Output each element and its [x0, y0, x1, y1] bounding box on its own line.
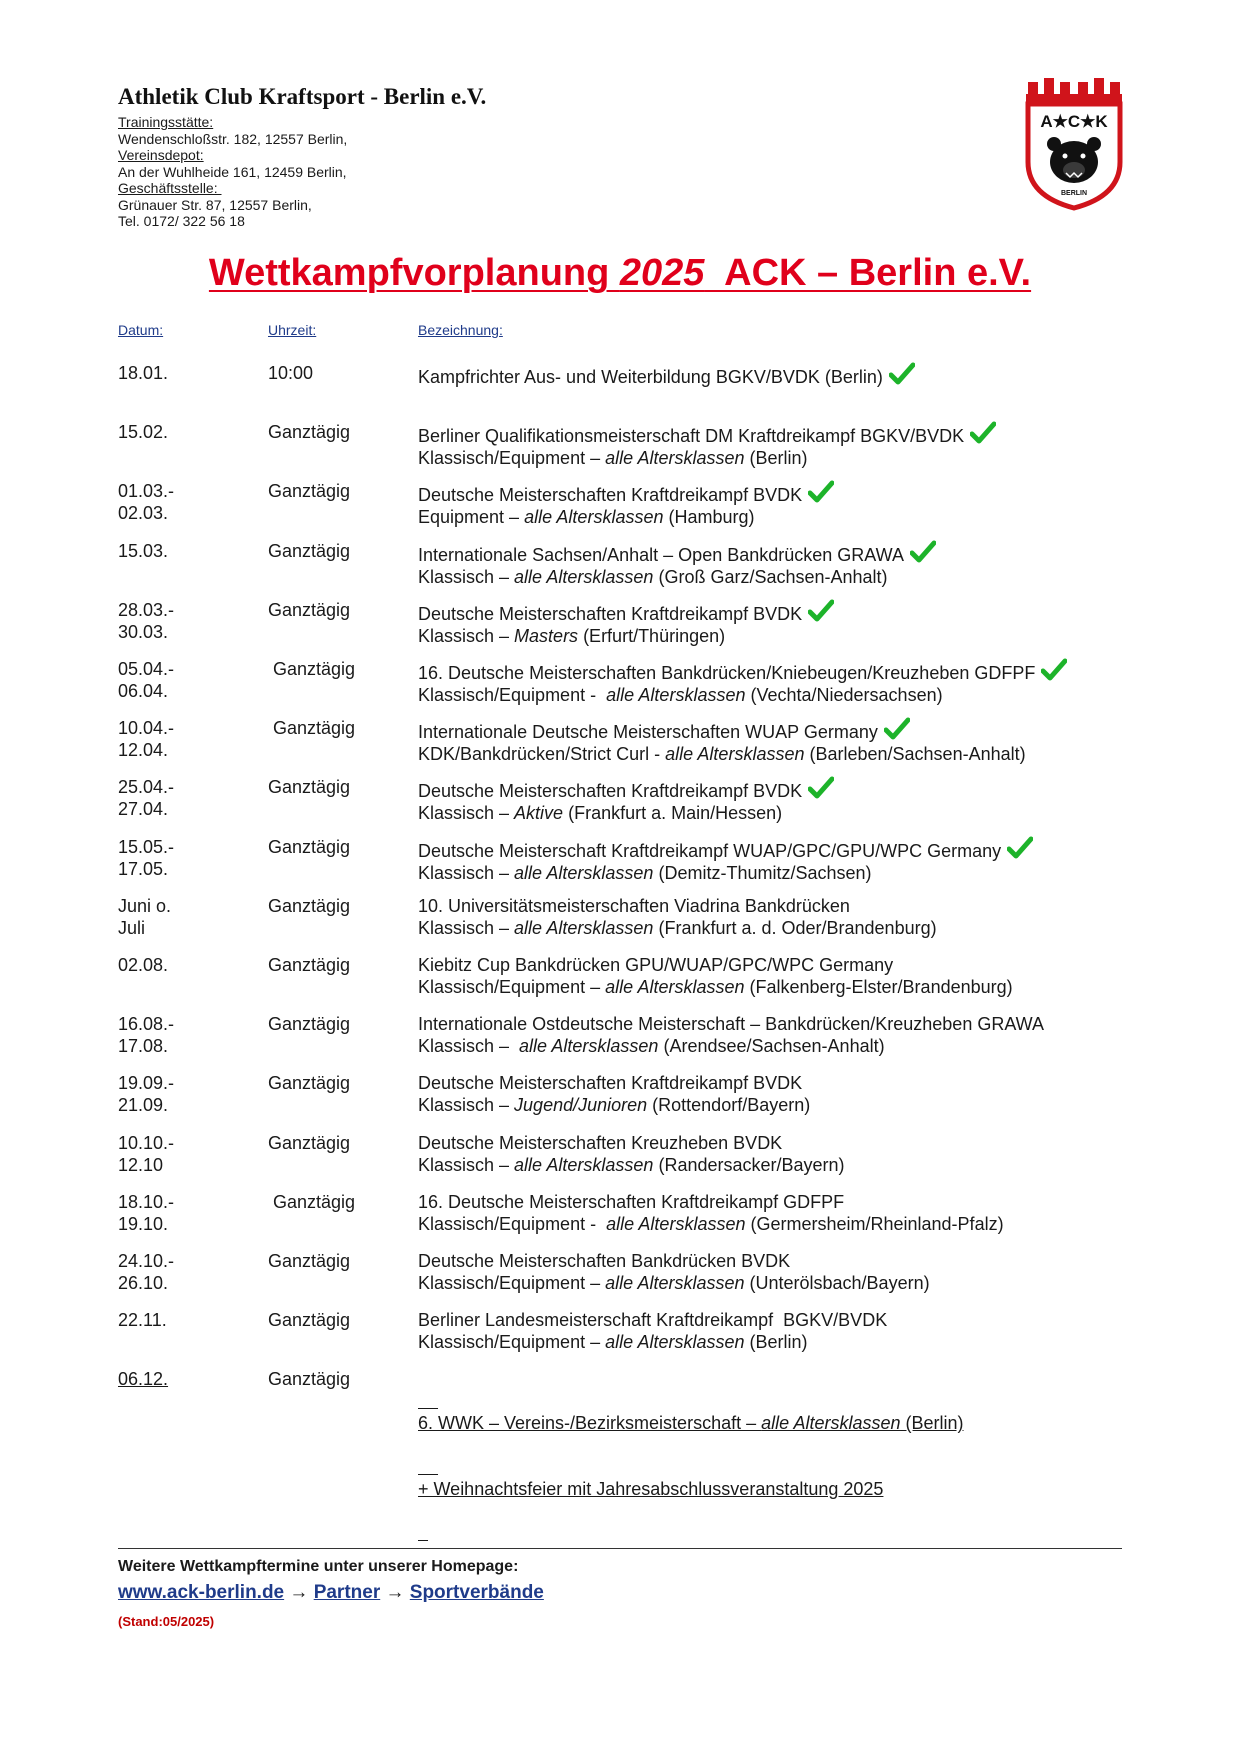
- event-desc-line1: Deutsche Meisterschaften Kreuzheben BVDK: [418, 1132, 783, 1153]
- event-desc-line2a: Klassisch/Equipment –: [418, 977, 606, 997]
- event-time: Ganztägig: [268, 1073, 351, 1094]
- ack-logo: [1022, 78, 1126, 212]
- event-date: [118, 717, 174, 761]
- event-date-start: 02.08.: [118, 955, 169, 975]
- address-line: An der Wuhlheide 161, 12459 Berlin,: [118, 163, 347, 180]
- event-row: [0, 954, 1240, 1000]
- event-row: [0, 1250, 1240, 1296]
- address-line: Grünauer Str. 87, 12557 Berlin,: [118, 196, 312, 213]
- event-desc-line1: 16. Deutsche Meisterschaften Kraftdreikampf GDFPF: [418, 1191, 845, 1212]
- event-time: Ganztägig: [268, 540, 351, 561]
- event-description: [418, 480, 834, 528]
- footer-divider: [118, 1548, 1122, 1549]
- event-desc-line1-italic: alle Altersklassen: [761, 1413, 901, 1434]
- event-date: [118, 599, 174, 643]
- event-desc-line2-italic: alle Altersklassen: [519, 1036, 659, 1057]
- event-desc-line2b: (Randersacker/Bayern): [653, 1154, 845, 1175]
- event-time: Ganztägig: [268, 895, 351, 916]
- event-date: [118, 776, 174, 820]
- event-date-start: 10.10.-: [118, 1132, 175, 1153]
- event-date-end: 12.10: [118, 1154, 164, 1175]
- title-year: 2025: [619, 252, 705, 294]
- event-desc-line2a: Klassisch/Equipment -: [418, 1213, 607, 1234]
- event-desc-line1: Internationale Ostdeutsche Meisterschaft – Bankdrücken/Kreuzheben GRAWA: [418, 1014, 1044, 1035]
- event-desc-line2a: Equipment –: [418, 507, 525, 528]
- event-desc-line2b: (Groß Garz/Sachsen-Anhalt): [653, 566, 888, 587]
- club-header: [118, 84, 678, 230]
- event-date: 06.12.: [118, 1369, 169, 1390]
- event-date: [118, 1250, 174, 1294]
- event-desc-line2a: Klassisch/Equipment –: [418, 1332, 606, 1353]
- event-date-end: 17.05.: [118, 858, 169, 879]
- title-part1: Wettkampfvorplanung: [208, 252, 620, 294]
- event-desc-line2a: Klassisch –: [418, 1154, 515, 1175]
- event-time: Ganztägig: [268, 481, 351, 502]
- event-desc-line2b: (Vechta/Niedersachsen): [745, 685, 943, 705]
- event-description: [418, 895, 937, 939]
- event-description: [418, 1368, 964, 1544]
- event-desc-line2-italic: alle Altersklassen: [665, 744, 805, 765]
- page-title: [0, 252, 1240, 295]
- event-time: Ganztägig: [268, 1191, 356, 1212]
- event-desc-line2a: Klassisch –: [418, 1095, 515, 1116]
- event-row: [0, 1072, 1240, 1118]
- event-time: Ganztägig: [268, 1251, 351, 1271]
- event-date: [118, 1309, 167, 1331]
- event-desc-line1: Deutsche Meisterschaften Kraftdreikampf BVDK: [418, 1073, 803, 1094]
- event-time: Ganztägig: [268, 718, 356, 739]
- event-desc-line2a: Klassisch –: [418, 917, 515, 938]
- event-date-start: 18.01.: [118, 363, 169, 383]
- column-header-time: Uhrzeit:: [268, 322, 317, 338]
- event-date: [118, 1072, 174, 1116]
- event-desc-line2a: Klassisch –: [418, 1036, 520, 1057]
- event-desc-line2a: Klassisch/Equipment –: [418, 448, 606, 469]
- event-desc-line2a: Klassisch –: [418, 803, 515, 824]
- event-time: Ganztägig: [268, 599, 351, 620]
- event-desc-line2b: (Unterölsbach/Bayern): [744, 1273, 930, 1293]
- event-description: [418, 776, 834, 824]
- event-desc-line1b: (Berlin): [900, 1413, 964, 1434]
- event-desc-line1: Deutsche Meisterschaften Kraftdreikampf BVDK: [418, 485, 803, 506]
- event-desc-line2b: (Frankfurt a. Main/Hessen): [563, 803, 783, 824]
- event-desc-line2-italic: alle Altersklassen: [514, 1154, 654, 1175]
- address-label: Geschäftsstelle:: [118, 180, 222, 196]
- event-desc-line1a: 6. WWK – Vereins-/Bezirksmeisterschaft –: [418, 1413, 762, 1434]
- checkmark-icon: [808, 599, 834, 623]
- column-header-name: Bezeichnung:: [418, 322, 503, 338]
- event-desc-line2a: Klassisch/Equipment -: [418, 685, 607, 705]
- event-row: [0, 421, 1240, 467]
- checkmark-icon: [889, 362, 915, 386]
- event-date-start: 05.04.-: [118, 659, 175, 679]
- event-date-end: 17.08.: [118, 1036, 169, 1057]
- event-date-start: 15.02.: [118, 422, 169, 443]
- event-date-end: 26.10.: [118, 1273, 169, 1293]
- event-desc-line2-italic: Aktive: [514, 803, 564, 824]
- event-desc-line2b: (Arendsee/Sachsen-Anhalt): [658, 1036, 885, 1057]
- event-row: [0, 717, 1240, 763]
- footer-links: [118, 1582, 544, 1604]
- event-date-start: 22.11.: [118, 1310, 167, 1331]
- event-date-start: 10.04.-: [118, 718, 175, 739]
- event-date-start: 01.03.-: [118, 481, 175, 502]
- event-date: [118, 895, 171, 939]
- event-desc-line2-italic: Masters: [514, 625, 579, 646]
- event-date: [118, 362, 168, 384]
- event-description: [418, 1013, 1044, 1057]
- event-desc-line2-italic: alle Altersklassen: [605, 1332, 745, 1353]
- event-desc-line1: 10. Universitätsmeisterschaften Viadrina Bankdrücken: [418, 895, 850, 916]
- event-row: [0, 1191, 1240, 1237]
- event-row-last: [0, 1368, 1240, 1500]
- event-desc-line1: Kampfrichter Aus- und Weiterbildung BGKV/BVDK (Berlin): [418, 367, 883, 387]
- event-date-end: 06.04.: [118, 681, 169, 701]
- event-date-start: 15.03.: [118, 540, 169, 561]
- event-date-start: 15.05.-: [118, 836, 175, 857]
- event-desc-line2a: Klassisch –: [418, 862, 515, 883]
- partner-link[interactable]: Partner: [313, 1582, 381, 1603]
- event-desc-line1: Deutsche Meisterschaften Kraftdreikampf BVDK: [418, 603, 803, 624]
- event-desc-line2-italic: alle Altersklassen: [606, 1213, 746, 1234]
- logo-subtext: BERLIN: [1060, 190, 1088, 197]
- event-time: Ganztägig: [268, 1014, 351, 1035]
- event-desc-line2b: (Rottendorf/Bayern): [647, 1095, 811, 1116]
- event-desc-line2-italic: Jugend/Junioren: [514, 1095, 648, 1116]
- event-date-start: 18.10.-: [118, 1191, 175, 1212]
- event-description: [418, 1072, 810, 1116]
- column-header-date: Datum:: [118, 322, 164, 338]
- event-desc-line1: Deutsche Meisterschaft Kraftdreikampf WUAP/GPC/GPU/WPC Germany: [418, 840, 1002, 861]
- event-row: [0, 480, 1240, 526]
- event-date: [118, 480, 174, 524]
- event-date: [118, 1013, 174, 1057]
- checkmark-icon: [1007, 836, 1033, 860]
- title-part2: ACK – Berlin e.V.: [704, 252, 1032, 294]
- event-desc-line2b: (Hamburg): [663, 507, 755, 528]
- event-desc-line1: Berliner Landesmeisterschaft Kraftdreikampf BGKV/BVDK: [418, 1310, 888, 1331]
- event-row: [0, 776, 1240, 822]
- arrow-separator-2: →: [380, 1582, 410, 1603]
- event-time: Ganztägig: [268, 1132, 351, 1153]
- event-description: [418, 1132, 845, 1176]
- event-desc-line2-italic: alle Altersklassen: [605, 448, 745, 469]
- footer-heading: Weitere Wettkampftermine unter unserer Homepage:: [118, 1558, 519, 1575]
- event-desc-line2b: (Demitz-Thumitz/Sachsen): [653, 862, 872, 883]
- event-desc-line2-italic: alle Altersklassen: [514, 917, 654, 938]
- event-time: Ganztägig: [268, 1310, 351, 1331]
- event-desc-line1: Deutsche Meisterschaften Kraftdreikampf BVDK: [418, 781, 803, 802]
- event-row: [0, 599, 1240, 645]
- event-desc-line1: Internationale Sachsen/Anhalt – Open Bankdrücken GRAWA: [418, 544, 904, 565]
- address-label: Vereinsdepot:: [118, 147, 204, 163]
- event-time: Ganztägig: [268, 1369, 351, 1390]
- event-date: [118, 836, 174, 880]
- event-desc-line2-italic: alle Altersklassen: [514, 566, 654, 587]
- event-desc-line2: + Weihnachtsfeier mit Jahresabschlussveranstaltung 2025: [418, 1479, 884, 1500]
- club-address: [118, 114, 678, 230]
- address-line: Tel. 0172/ 322 56 18: [118, 213, 245, 229]
- event-date-end: 30.03.: [118, 621, 169, 642]
- event-description: [418, 1191, 1004, 1235]
- event-time: Ganztägig: [268, 836, 351, 857]
- event-date-end: Juli: [118, 917, 146, 938]
- event-date: [118, 540, 168, 562]
- event-desc-line1: Berliner Qualifikationsmeisterschaft DM Kraftdreikampf BGKV/BVDK: [418, 426, 965, 447]
- event-desc-line1: Internationale Deutsche Meisterschaften WUAP Germany: [418, 722, 878, 743]
- club-name: Athletik Club Kraftsport - Berlin e.V.: [118, 84, 487, 109]
- event-description: [418, 836, 1033, 884]
- event-date-start: 25.04.-: [118, 777, 175, 798]
- event-description: [418, 362, 915, 388]
- event-desc-line2-italic: alle Altersklassen: [524, 507, 664, 528]
- event-desc-line2-italic: alle Altersklassen: [605, 1273, 745, 1293]
- event-date-start: 19.09.-: [118, 1073, 175, 1094]
- checkmark-icon: [808, 480, 834, 504]
- event-desc-line2b: (Berlin): [744, 1332, 808, 1353]
- event-description: [418, 540, 936, 588]
- event-desc-line2a: Klassisch –: [418, 566, 515, 587]
- event-desc-line2b: (Germersheim/Rheinland-Pfalz): [745, 1213, 1004, 1234]
- event-time: Ganztägig: [268, 955, 351, 975]
- event-desc-line1: Kiebitz Cup Bankdrücken GPU/WUAP/GPC/WPC Germany: [418, 955, 894, 975]
- event-desc-line2b: (Berlin): [744, 448, 808, 469]
- logo-text: A★C★K: [1040, 112, 1108, 131]
- event-date: [118, 658, 174, 702]
- checkmark-icon: [884, 717, 910, 741]
- event-row: [0, 1013, 1240, 1059]
- event-date-end: 19.10.: [118, 1213, 169, 1234]
- sportverbaende-link[interactable]: Sportverbände: [409, 1582, 544, 1603]
- event-desc-line1: Deutsche Meisterschaften Bankdrücken BVDK: [418, 1251, 791, 1271]
- event-desc-line2-italic: alle Altersklassen: [606, 685, 746, 705]
- event-date-start: 16.08.-: [118, 1014, 175, 1035]
- event-row: [0, 658, 1240, 704]
- event-row: [0, 1309, 1240, 1355]
- event-description: [418, 954, 1013, 998]
- event-date-end: 27.04.: [118, 799, 169, 820]
- event-date-start: Juni o.: [118, 895, 172, 916]
- event-desc-line2-italic: alle Altersklassen: [514, 862, 654, 883]
- event-desc-line2b: (Frankfurt a. d. Oder/Brandenburg): [653, 917, 937, 938]
- event-row: [0, 540, 1240, 586]
- event-row: [0, 362, 1240, 408]
- event-time: 10:00: [268, 363, 314, 383]
- event-date: [118, 1132, 174, 1176]
- event-date-end: 12.04.: [118, 740, 169, 761]
- event-description: [418, 421, 996, 469]
- event-desc-line2b: (Erfurt/Thüringen): [578, 625, 726, 646]
- event-desc-line1: 16. Deutsche Meisterschaften Bankdrücken/Kniebeugen/Kreuzheben GDFPF: [418, 663, 1036, 683]
- status-date: (Stand:05/2025): [118, 1614, 215, 1629]
- event-date-end: 02.03.: [118, 503, 169, 524]
- event-date: [118, 421, 168, 443]
- homepage-link[interactable]: www.ack-berlin.de: [118, 1582, 285, 1603]
- event-description: [418, 658, 1067, 706]
- address-label: Trainingsstätte:: [118, 114, 214, 130]
- checkmark-icon: [970, 421, 996, 445]
- arrow-separator-1: →: [284, 1582, 314, 1603]
- address-line: Wendenschloßstr. 182, 12557 Berlin,: [118, 130, 348, 147]
- event-date-end: 21.09.: [118, 1095, 169, 1116]
- checkmark-icon: [808, 776, 834, 800]
- event-description: [418, 717, 1026, 765]
- event-description: [418, 599, 834, 647]
- event-time: Ganztägig: [268, 422, 351, 443]
- checkmark-icon: [910, 540, 936, 564]
- event-time: Ganztägig: [268, 659, 356, 679]
- event-description: [418, 1309, 887, 1353]
- event-desc-line2-italic: alle Altersklassen: [605, 977, 745, 997]
- checkmark-icon: [1041, 658, 1067, 682]
- event-row: [0, 1132, 1240, 1178]
- event-desc-line2a: KDK/Bankdrücken/Strict Curl -: [418, 744, 666, 765]
- event-date-start: 28.03.-: [118, 599, 175, 620]
- event-date: [118, 954, 168, 976]
- event-description: [418, 1250, 930, 1294]
- event-date-start: 24.10.-: [118, 1251, 175, 1271]
- event-row: [0, 895, 1240, 941]
- event-desc-line2a: Klassisch/Equipment –: [418, 1273, 606, 1293]
- event-time: Ganztägig: [268, 777, 351, 798]
- event-desc-line2a: Klassisch –: [418, 625, 515, 646]
- event-row: [0, 836, 1240, 882]
- event-date: [118, 1191, 174, 1235]
- event-desc-line2b: (Falkenberg-Elster/Brandenburg): [744, 977, 1013, 997]
- event-desc-line2b: (Barleben/Sachsen-Anhalt): [804, 744, 1026, 765]
